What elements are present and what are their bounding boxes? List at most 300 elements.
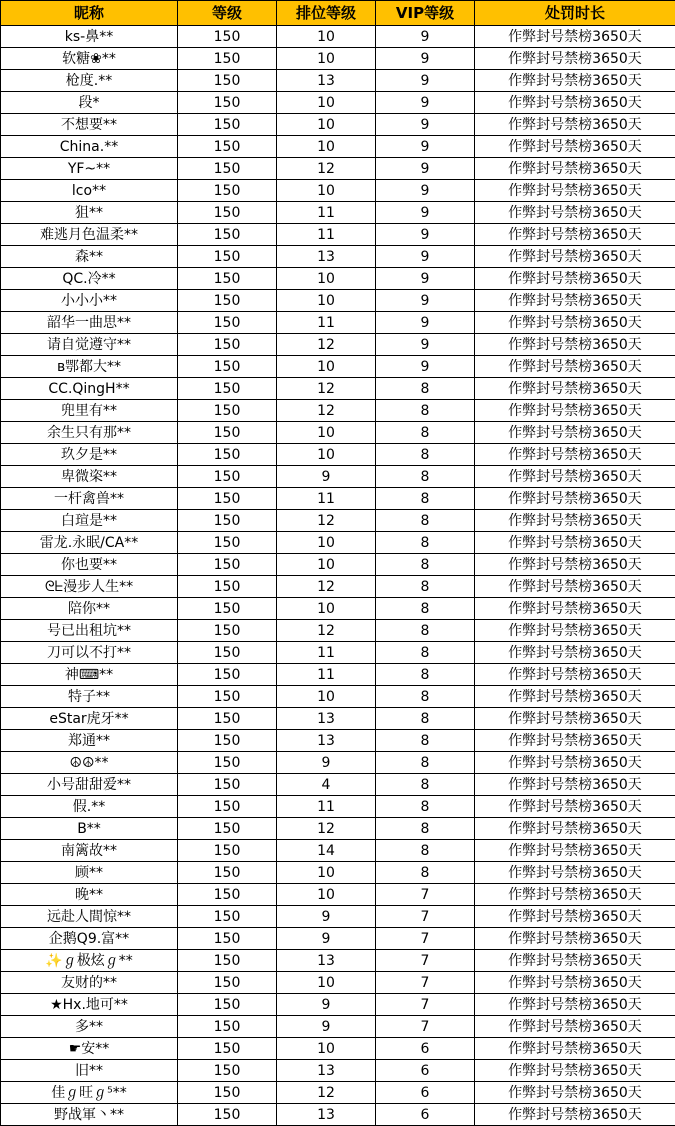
level-cell: 150 [178,796,277,818]
nickname-cell: 南篱故** [1,840,178,862]
table-row [1,1082,675,1104]
level-cell: 150 [178,884,277,906]
table-row [1,576,675,598]
penalty-duration-cell: 作弊封号禁榜3650天 [475,1104,675,1126]
nickname-cell: 余生只有那** [1,422,178,444]
vip-level-cell: 8 [376,444,475,466]
nickname-cell: 玖夕是** [1,444,178,466]
nickname-cell: 森** [1,246,178,268]
level-cell: 150 [178,1038,277,1060]
rank-level-cell: 9 [277,466,376,488]
penalty-duration-cell: 作弊封号禁榜3650天 [475,466,675,488]
table-row [1,180,675,202]
table-row [1,334,675,356]
vip-level-cell: 9 [376,92,475,114]
vip-level-cell: 8 [376,752,475,774]
vip-level-cell: 8 [376,642,475,664]
level-cell: 150 [178,1082,277,1104]
level-cell: 150 [178,576,277,598]
rank-level-cell: 12 [277,158,376,180]
table-row [1,488,675,510]
level-cell: 150 [178,708,277,730]
table-row [1,752,675,774]
vip-level-cell: 9 [376,26,475,48]
nickname-cell: 你也要** [1,554,178,576]
nickname-cell: 请自觉遵守** [1,334,178,356]
nickname-cell: ★Hx.地可** [1,994,178,1016]
table-row [1,620,675,642]
nickname-cell: B** [1,818,178,840]
nickname-cell: 号已出租坑** [1,620,178,642]
level-cell: 150 [178,1060,277,1082]
rank-level-cell: 10 [277,268,376,290]
table-row [1,598,675,620]
penalty-duration-cell: 作弊封号禁榜3650天 [475,114,675,136]
table-row [1,708,675,730]
table-row [1,554,675,576]
vip-level-cell: 8 [376,774,475,796]
rank-level-cell: 10 [277,422,376,444]
level-cell: 150 [178,752,277,774]
penalty-duration-cell: 作弊封号禁榜3650天 [475,48,675,70]
vip-level-cell: 9 [376,48,475,70]
penalty-duration-cell: 作弊封号禁榜3650天 [475,752,675,774]
vip-level-cell: 8 [376,818,475,840]
table-row [1,532,675,554]
penalty-duration-cell: 作弊封号禁榜3650天 [475,378,675,400]
penalty-duration-cell: 作弊封号禁榜3650天 [475,730,675,752]
rank-level-cell: 10 [277,1038,376,1060]
table-row [1,906,675,928]
rank-level-cell: 9 [277,928,376,950]
table-row [1,664,675,686]
rank-level-cell: 10 [277,92,376,114]
vip-level-cell: 8 [376,620,475,642]
nickname-cell: 枪度.** [1,70,178,92]
penalty-duration-cell: 作弊封号禁榜3650天 [475,70,675,92]
penalty-duration-cell: 作弊封号禁榜3650天 [475,1060,675,1082]
penalty-duration-cell: 作弊封号禁榜3650天 [475,1016,675,1038]
penalty-duration-cell: 作弊封号禁榜3650天 [475,884,675,906]
nickname-cell: 雷龙.永眠/CA** [1,532,178,554]
penalty-duration-cell: 作弊封号禁榜3650天 [475,268,675,290]
rank-level-cell: 11 [277,488,376,510]
rank-level-cell: 11 [277,642,376,664]
vip-level-cell: 8 [376,422,475,444]
table-row [1,1060,675,1082]
penalty-duration-cell: 作弊封号禁榜3650天 [475,1038,675,1060]
table-row [1,642,675,664]
penalty-duration-cell: 作弊封号禁榜3650天 [475,708,675,730]
nickname-cell: 陪你** [1,598,178,620]
penalty-duration-cell: 作弊封号禁榜3650天 [475,400,675,422]
table-row [1,466,675,488]
rank-level-cell: 13 [277,1060,376,1082]
level-cell: 150 [178,554,277,576]
penalty-duration-cell: 作弊封号禁榜3650天 [475,26,675,48]
nickname-cell: lco** [1,180,178,202]
penalty-duration-cell: 作弊封号禁榜3650天 [475,334,675,356]
table-row [1,246,675,268]
nickname-cell: 不想要** [1,114,178,136]
level-cell: 150 [178,70,277,92]
level-cell: 150 [178,840,277,862]
level-cell: 150 [178,312,277,334]
vip-level-cell: 9 [376,246,475,268]
table-row [1,796,675,818]
rank-level-cell: 13 [277,70,376,92]
level-cell: 150 [178,246,277,268]
table-row [1,158,675,180]
level-cell: 150 [178,48,277,70]
table-row [1,972,675,994]
table-row [1,290,675,312]
vip-level-cell: 8 [376,576,475,598]
rank-level-cell: 11 [277,202,376,224]
rank-level-cell: 13 [277,730,376,752]
penalty-duration-cell: 作弊封号禁榜3650天 [475,136,675,158]
vip-level-cell: 9 [376,268,475,290]
penalty-duration-cell: 作弊封号禁榜3650天 [475,576,675,598]
rank-level-cell: 12 [277,576,376,598]
nickname-cell: ☛安** [1,1038,178,1060]
nickname-cell: 小小小** [1,290,178,312]
vip-level-cell: 8 [376,466,475,488]
level-cell: 150 [178,510,277,532]
rank-level-cell: 13 [277,246,376,268]
level-cell: 150 [178,1016,277,1038]
column-header-nickname: 昵称 [1,1,178,26]
vip-level-cell: 6 [376,1104,475,1126]
rank-level-cell: 12 [277,620,376,642]
rank-level-cell: 11 [277,796,376,818]
vip-level-cell: 8 [376,510,475,532]
level-cell: 150 [178,994,277,1016]
vip-level-cell: 8 [376,862,475,884]
vip-level-cell: 7 [376,906,475,928]
nickname-cell: 顾** [1,862,178,884]
nickname-cell: China.** [1,136,178,158]
vip-level-cell: 8 [376,730,475,752]
level-cell: 150 [178,180,277,202]
level-cell: 150 [178,488,277,510]
level-cell: 150 [178,598,277,620]
column-header-rank-level: 排位等级 [277,1,376,26]
vip-level-cell: 9 [376,158,475,180]
penalty-duration-cell: 作弊封号禁榜3650天 [475,972,675,994]
level-cell: 150 [178,444,277,466]
nickname-cell: 友财的** [1,972,178,994]
penalty-duration-cell: 作弊封号禁榜3650天 [475,202,675,224]
penalty-duration-cell: 作弊封号禁榜3650天 [475,796,675,818]
table-row [1,818,675,840]
vip-level-cell: 6 [376,1060,475,1082]
nickname-cell: 段* [1,92,178,114]
level-cell: 150 [178,26,277,48]
level-cell: 150 [178,774,277,796]
level-cell: 150 [178,642,277,664]
penalty-duration-cell: 作弊封号禁榜3650天 [475,158,675,180]
vip-level-cell: 9 [376,224,475,246]
table-row [1,114,675,136]
penalty-duration-cell: 作弊封号禁榜3650天 [475,554,675,576]
level-cell: 150 [178,532,277,554]
rank-level-cell: 13 [277,950,376,972]
table-row [1,774,675,796]
rank-level-cell: 12 [277,510,376,532]
penalty-duration-cell: 作弊封号禁榜3650天 [475,664,675,686]
vip-level-cell: 8 [376,488,475,510]
vip-level-cell: 9 [376,180,475,202]
rank-level-cell: 10 [277,862,376,884]
nickname-cell: 假.** [1,796,178,818]
vip-level-cell: 9 [376,290,475,312]
rank-level-cell: 9 [277,752,376,774]
rank-level-cell: 10 [277,972,376,994]
vip-level-cell: 7 [376,972,475,994]
level-cell: 150 [178,334,277,356]
vip-level-cell: 8 [376,796,475,818]
level-cell: 150 [178,224,277,246]
table-row [1,840,675,862]
penalty-duration-cell: 作弊封号禁榜3650天 [475,840,675,862]
rank-level-cell: 10 [277,48,376,70]
table-row [1,48,675,70]
penalty-duration-cell: 作弊封号禁榜3650天 [475,620,675,642]
table-header-row [1,1,675,26]
rank-level-cell: 10 [277,356,376,378]
level-cell: 150 [178,290,277,312]
level-cell: 150 [178,862,277,884]
nickname-cell: 难逃月色温柔** [1,224,178,246]
table-row [1,950,675,972]
nickname-cell: 一杆禽兽** [1,488,178,510]
table-row [1,862,675,884]
vip-level-cell: 9 [376,334,475,356]
level-cell: 150 [178,928,277,950]
rank-level-cell: 10 [277,114,376,136]
rank-level-cell: 10 [277,26,376,48]
rank-level-cell: 9 [277,906,376,928]
level-cell: 150 [178,400,277,422]
nickname-cell: 小号甜甜爱** [1,774,178,796]
level-cell: 150 [178,114,277,136]
level-cell: 150 [178,158,277,180]
level-cell: 150 [178,356,277,378]
penalty-duration-cell: 作弊封号禁榜3650天 [475,598,675,620]
penalty-duration-cell: 作弊封号禁榜3650天 [475,290,675,312]
rank-level-cell: 10 [277,686,376,708]
vip-level-cell: 9 [376,312,475,334]
table-row [1,928,675,950]
penalty-duration-cell: 作弊封号禁榜3650天 [475,488,675,510]
table-row [1,400,675,422]
table-row [1,510,675,532]
rank-level-cell: 10 [277,136,376,158]
vip-level-cell: 6 [376,1038,475,1060]
nickname-cell: 狙** [1,202,178,224]
nickname-cell: 韶华一曲思** [1,312,178,334]
rank-level-cell: 11 [277,312,376,334]
rank-level-cell: 10 [277,598,376,620]
vip-level-cell: 7 [376,950,475,972]
penalty-duration-cell: 作弊封号禁榜3650天 [475,1082,675,1104]
rank-level-cell: 10 [277,554,376,576]
nickname-cell: CC.QingH** [1,378,178,400]
rank-level-cell: 11 [277,664,376,686]
level-cell: 150 [178,664,277,686]
rank-level-cell: 11 [277,224,376,246]
nickname-cell: 野战軍丶** [1,1104,178,1126]
table-row [1,730,675,752]
vip-level-cell: 8 [376,532,475,554]
table-row [1,994,675,1016]
rank-level-cell: 10 [277,180,376,202]
level-cell: 150 [178,730,277,752]
penalty-duration-cell: 作弊封号禁榜3650天 [475,246,675,268]
level-cell: 150 [178,422,277,444]
rank-level-cell: 14 [277,840,376,862]
vip-level-cell: 8 [376,664,475,686]
rank-level-cell: 4 [277,774,376,796]
penalty-duration-cell: 作弊封号禁榜3650天 [475,224,675,246]
level-cell: 150 [178,268,277,290]
vip-level-cell: 7 [376,1016,475,1038]
level-cell: 150 [178,906,277,928]
nickname-cell: YF~** [1,158,178,180]
penalty-duration-cell: 作弊封号禁榜3650天 [475,774,675,796]
penalty-duration-cell: 作弊封号禁榜3650天 [475,862,675,884]
level-cell: 150 [178,686,277,708]
nickname-cell: ks-鼻** [1,26,178,48]
rank-level-cell: 12 [277,334,376,356]
table-row [1,224,675,246]
rank-level-cell: 12 [277,378,376,400]
nickname-cell: 企鹅Q9.富** [1,928,178,950]
level-cell: 150 [178,92,277,114]
vip-level-cell: 9 [376,114,475,136]
level-cell: 150 [178,136,277,158]
rank-level-cell: 10 [277,444,376,466]
penalty-duration-cell: 作弊封号禁榜3650天 [475,906,675,928]
table-row [1,26,675,48]
nickname-cell: 兜里有** [1,400,178,422]
nickname-cell: 白瑄是** [1,510,178,532]
rank-level-cell: 10 [277,532,376,554]
nickname-cell: 刀可以不打** [1,642,178,664]
nickname-cell: 晚** [1,884,178,906]
vip-level-cell: 7 [376,994,475,1016]
table-row [1,356,675,378]
vip-level-cell: 8 [376,708,475,730]
penalty-duration-cell: 作弊封号禁榜3650天 [475,994,675,1016]
penalty-duration-cell: 作弊封号禁榜3650天 [475,532,675,554]
vip-level-cell: 7 [376,928,475,950]
nickname-cell: 多** [1,1016,178,1038]
rank-level-cell: 9 [277,994,376,1016]
level-cell: 150 [178,202,277,224]
vip-level-cell: 7 [376,884,475,906]
nickname-cell: QC.冷** [1,268,178,290]
table-row [1,444,675,466]
penalty-duration-cell: 作弊封号禁榜3650天 [475,950,675,972]
table-row [1,268,675,290]
rank-level-cell: 12 [277,1082,376,1104]
penalty-duration-cell: 作弊封号禁榜3650天 [475,312,675,334]
nickname-cell: 郑通** [1,730,178,752]
penalty-duration-cell: 作弊封号禁榜3650天 [475,422,675,444]
column-header-penalty-duration: 处罚时长 [475,1,675,26]
nickname-cell: 神⌨** [1,664,178,686]
level-cell: 150 [178,972,277,994]
table-row [1,1104,675,1126]
penalty-duration-cell: 作弊封号禁榜3650天 [475,686,675,708]
table-row [1,70,675,92]
nickname-cell: eStar虎牙** [1,708,178,730]
rank-level-cell: 13 [277,708,376,730]
level-cell: 150 [178,620,277,642]
table-row [1,1038,675,1060]
table-row [1,686,675,708]
vip-level-cell: 9 [376,70,475,92]
rank-level-cell: 10 [277,290,376,312]
rank-level-cell: 10 [277,884,376,906]
penalty-duration-cell: 作弊封号禁榜3650天 [475,92,675,114]
penalty-duration-cell: 作弊封号禁榜3650天 [475,928,675,950]
vip-level-cell: 8 [376,400,475,422]
table-body [1,26,675,1126]
nickname-cell: ☮☮** [1,752,178,774]
nickname-cell: 特子** [1,686,178,708]
vip-level-cell: 8 [376,686,475,708]
penalty-duration-cell: 作弊封号禁榜3650天 [475,642,675,664]
table-row [1,378,675,400]
nickname-cell: ✨ℊ极炫ℊ** [1,950,178,972]
table-row [1,1016,675,1038]
nickname-cell: 卑微栥** [1,466,178,488]
vip-level-cell: 9 [376,356,475,378]
column-header-level: 等级 [178,1,277,26]
vip-level-cell: 8 [376,840,475,862]
penalty-duration-cell: 作弊封号禁榜3650天 [475,818,675,840]
table-row [1,136,675,158]
level-cell: 150 [178,1104,277,1126]
table-row [1,202,675,224]
rank-level-cell: 12 [277,818,376,840]
penalty-duration-cell: 作弊封号禁榜3650天 [475,510,675,532]
level-cell: 150 [178,378,277,400]
nickname-cell: 软糖❀** [1,48,178,70]
rank-level-cell: 13 [277,1104,376,1126]
level-cell: 150 [178,466,277,488]
column-header-vip-level: VIP等级 [376,1,475,26]
rank-level-cell: 12 [277,400,376,422]
vip-level-cell: 8 [376,378,475,400]
vip-level-cell: 9 [376,136,475,158]
table-row [1,92,675,114]
nickname-cell: ʙ鄂都大** [1,356,178,378]
nickname-cell: 远赴人間惊** [1,906,178,928]
nickname-cell: ᘓᖶ漫步人生** [1,576,178,598]
nickname-cell: 旧** [1,1060,178,1082]
rank-level-cell: 9 [277,1016,376,1038]
level-cell: 150 [178,950,277,972]
vip-level-cell: 8 [376,598,475,620]
nickname-cell: 佳ℊ旺ℊ⁵** [1,1082,178,1104]
table-row [1,312,675,334]
table-row [1,422,675,444]
penalty-duration-cell: 作弊封号禁榜3650天 [475,356,675,378]
